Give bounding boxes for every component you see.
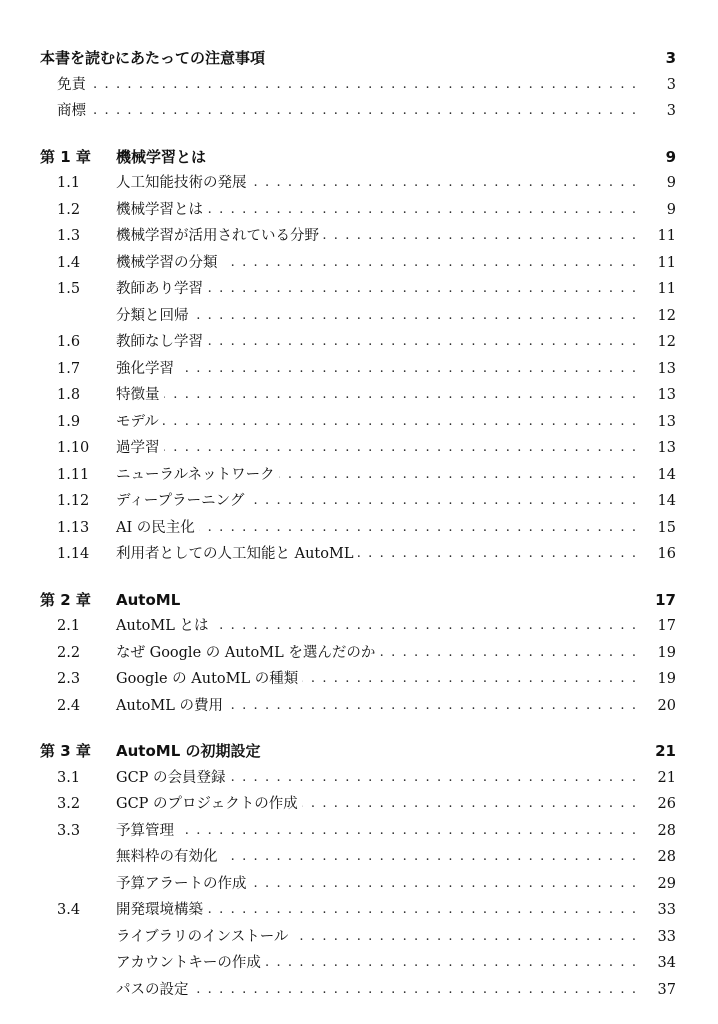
toc-page-number: 15 bbox=[652, 515, 676, 542]
toc-section-number: 3.2 bbox=[57, 796, 81, 812]
toc-entry-title: GCP の会員登録 bbox=[116, 765, 230, 792]
toc-chapter-title: AutoML bbox=[116, 587, 184, 614]
toc-entry-title: 機械学習が活用されている分野 bbox=[116, 223, 323, 250]
toc-chapter-heading-row[interactable] bbox=[40, 738, 676, 765]
toc-page-number: 28 bbox=[652, 818, 676, 845]
dot-leader bbox=[116, 435, 636, 462]
toc-entry-row[interactable] bbox=[40, 303, 676, 330]
toc-entry-title: 教師あり学習 bbox=[116, 276, 207, 303]
toc-entry-row[interactable] bbox=[40, 950, 676, 977]
toc-chapter-heading-row[interactable] bbox=[40, 587, 676, 614]
toc-entry-title: 特徴量 bbox=[116, 382, 164, 409]
toc-entry-row[interactable] bbox=[40, 924, 676, 951]
toc-section-number: 1.1 bbox=[57, 175, 81, 191]
toc-entry-row[interactable] bbox=[40, 329, 676, 356]
toc-chapter-title: 機械学習とは bbox=[116, 144, 210, 171]
toc-entry-row[interactable] bbox=[40, 276, 676, 303]
toc-entry-title: AI の民主化 bbox=[116, 515, 199, 542]
toc-chapter-title: AutoML の初期設定 bbox=[116, 738, 264, 765]
toc-page-number: 19 bbox=[652, 666, 676, 693]
toc-section-number: 1.14 bbox=[57, 546, 90, 562]
toc-entry-row[interactable] bbox=[40, 844, 676, 871]
toc-page-number: 37 bbox=[652, 977, 676, 1004]
toc-section-number: 1.5 bbox=[57, 281, 81, 297]
toc-entry-title: 強化学習 bbox=[116, 356, 178, 383]
toc-entry-title: モデル bbox=[116, 409, 163, 436]
toc-entry-row[interactable] bbox=[40, 250, 676, 277]
toc-page-number: 17 bbox=[649, 587, 676, 614]
toc-section-number: 1.13 bbox=[57, 519, 90, 536]
dot-leader bbox=[116, 409, 636, 436]
toc-entry-title: 教師なし学習 bbox=[116, 329, 207, 356]
toc-entry-row[interactable] bbox=[40, 765, 676, 792]
toc-entry-row[interactable] bbox=[40, 488, 676, 515]
toc-section-number: 1.4 bbox=[57, 254, 81, 271]
dot-leader bbox=[57, 72, 636, 99]
toc-section-number: 3.3 bbox=[57, 822, 81, 839]
toc-page-number: 16 bbox=[652, 541, 676, 568]
toc-entry-row[interactable] bbox=[40, 791, 676, 818]
toc-page-number: 33 bbox=[652, 897, 676, 924]
toc-entry-row[interactable] bbox=[40, 515, 676, 542]
toc-entry-title: 開発環境構築 bbox=[116, 897, 207, 924]
toc-page-number: 21 bbox=[652, 765, 676, 792]
toc-section-number: 2.3 bbox=[57, 671, 81, 687]
toc-entry-title: AutoML とは bbox=[116, 613, 212, 640]
toc-chapter-number: 第 3 章 bbox=[40, 742, 91, 760]
dot-leader bbox=[116, 818, 636, 845]
toc-page-number: 9 bbox=[661, 197, 676, 224]
toc-page-number: 13 bbox=[652, 409, 676, 436]
toc-heading-title: 本書を読むにあたっての注意事項 bbox=[40, 45, 269, 72]
toc-entry-row[interactable] bbox=[40, 409, 676, 436]
toc-entry-title: ライブラリのインストール bbox=[116, 924, 292, 951]
toc-entry-title: 機械学習とは bbox=[116, 197, 207, 224]
toc-page-number: 3 bbox=[660, 45, 676, 72]
toc-entry-row[interactable] bbox=[40, 462, 676, 489]
toc-entry-row[interactable] bbox=[40, 818, 676, 845]
toc-entry-title: 機械学習の分類 bbox=[116, 250, 222, 277]
toc-entry-row[interactable] bbox=[40, 541, 676, 568]
toc-entry-title: 無料枠の有効化 bbox=[116, 844, 222, 871]
toc-entry-row[interactable] bbox=[40, 72, 676, 99]
toc-section-number: 2.4 bbox=[57, 697, 81, 714]
toc-chapter-heading-row[interactable] bbox=[40, 144, 676, 171]
toc-page-number: 29 bbox=[652, 871, 676, 898]
toc-entry-row[interactable] bbox=[40, 897, 676, 924]
toc-heading-row[interactable] bbox=[40, 45, 676, 72]
toc-entry-row[interactable] bbox=[40, 223, 676, 250]
toc-page-number: 17 bbox=[652, 613, 676, 640]
toc-entry-title: 分類と回帰 bbox=[116, 303, 193, 330]
toc-entry-title: GCP のプロジェクトの作成 bbox=[116, 791, 302, 818]
toc-section-number: 3.4 bbox=[57, 902, 81, 918]
toc-page-number: 3 bbox=[661, 98, 676, 125]
toc-page-number: 13 bbox=[652, 382, 676, 409]
toc-page-number: 13 bbox=[652, 356, 676, 383]
toc-section-number: 1.7 bbox=[57, 360, 81, 377]
dot-leader bbox=[116, 303, 636, 330]
toc-entry-title: アカウントキーの作成 bbox=[116, 950, 265, 977]
toc-page-number: 20 bbox=[652, 693, 676, 720]
dot-leader bbox=[116, 356, 636, 383]
toc-page-number: 19 bbox=[652, 640, 676, 667]
toc-entry-row[interactable] bbox=[40, 98, 676, 125]
toc-front-matter bbox=[40, 45, 676, 125]
toc-entry-title: 利用者としての人工知能と AutoML bbox=[116, 541, 357, 568]
toc-entry-row[interactable] bbox=[40, 640, 676, 667]
toc-page-number: 12 bbox=[652, 329, 676, 356]
toc-entry-row[interactable] bbox=[40, 170, 676, 197]
toc-entry-title: 予算アラートの作成 bbox=[116, 871, 251, 898]
toc-entry-title: パスの設定 bbox=[116, 977, 193, 1004]
toc-entry-title: Google の AutoML の種類 bbox=[116, 666, 302, 693]
toc-page-number: 28 bbox=[652, 844, 676, 871]
toc-page-number: 34 bbox=[652, 950, 676, 977]
toc-section-number: 2.1 bbox=[57, 618, 81, 634]
toc-entry-row[interactable] bbox=[40, 977, 676, 1004]
toc-entry-row[interactable] bbox=[40, 871, 676, 898]
toc-page-number: 3 bbox=[661, 72, 676, 99]
toc-entry-row[interactable] bbox=[40, 666, 676, 693]
toc-chapter-number: 第 2 章 bbox=[40, 590, 91, 609]
toc-chapter-number: 第 1 章 bbox=[40, 147, 91, 166]
toc-entry-title: 過学習 bbox=[116, 435, 164, 462]
toc-entry-title: AutoML の費用 bbox=[116, 693, 227, 720]
toc-section-number: 2.2 bbox=[57, 644, 81, 661]
toc-entry-row[interactable] bbox=[40, 613, 676, 640]
toc-page-number: 12 bbox=[652, 303, 676, 330]
toc-page-number: 9 bbox=[660, 144, 676, 171]
toc-page-number: 14 bbox=[652, 488, 676, 515]
toc-page-number: 11 bbox=[652, 276, 676, 303]
toc-entry-title: ニューラルネットワーク bbox=[116, 462, 279, 489]
toc-page-number: 14 bbox=[652, 462, 676, 489]
toc-section-number: 1.6 bbox=[57, 334, 81, 350]
toc-chapters bbox=[40, 144, 676, 1004]
toc-section-number: 1.12 bbox=[57, 493, 90, 509]
toc-section-number: 1.2 bbox=[57, 201, 81, 218]
toc-section-number: 1.8 bbox=[57, 387, 81, 403]
toc-page-number: 11 bbox=[652, 223, 676, 250]
toc-chapter-2 bbox=[40, 587, 676, 720]
toc-page-number: 26 bbox=[652, 791, 676, 818]
toc-entry-title: 商標 bbox=[57, 98, 90, 125]
toc-chapter-3 bbox=[40, 738, 676, 1003]
toc-section-number: 1.9 bbox=[57, 413, 81, 430]
toc-entry-row[interactable] bbox=[40, 435, 676, 462]
toc-section-number: 1.11 bbox=[57, 466, 90, 483]
toc-entry-row[interactable] bbox=[40, 382, 676, 409]
toc-entry-title: ディープラーニング bbox=[116, 488, 248, 515]
toc-entry-title: 人工知能技術の発展 bbox=[116, 170, 251, 197]
dot-leader bbox=[116, 977, 636, 1004]
toc-page-number: 13 bbox=[652, 435, 676, 462]
toc-entry-row[interactable] bbox=[40, 197, 676, 224]
toc-section-number: 3.1 bbox=[57, 769, 81, 786]
toc-page-number: 11 bbox=[652, 250, 676, 277]
dot-leader bbox=[116, 382, 636, 409]
table-of-contents bbox=[40, 45, 676, 1022]
toc-entry-row[interactable] bbox=[40, 356, 676, 383]
dot-leader bbox=[57, 98, 636, 125]
toc-page-number: 33 bbox=[652, 924, 676, 951]
toc-entry-row[interactable] bbox=[40, 693, 676, 720]
toc-entry-title: なぜ Google の AutoML を選んだのか bbox=[116, 640, 379, 667]
toc-chapter-1 bbox=[40, 144, 676, 568]
toc-entry-title: 予算管理 bbox=[116, 818, 178, 845]
toc-page-number: 9 bbox=[661, 170, 676, 197]
toc-page-number: 21 bbox=[649, 738, 676, 765]
toc-section-number: 1.3 bbox=[57, 228, 81, 244]
toc-entry-title: 免責 bbox=[57, 72, 90, 99]
toc-section-number: 1.10 bbox=[57, 440, 90, 456]
